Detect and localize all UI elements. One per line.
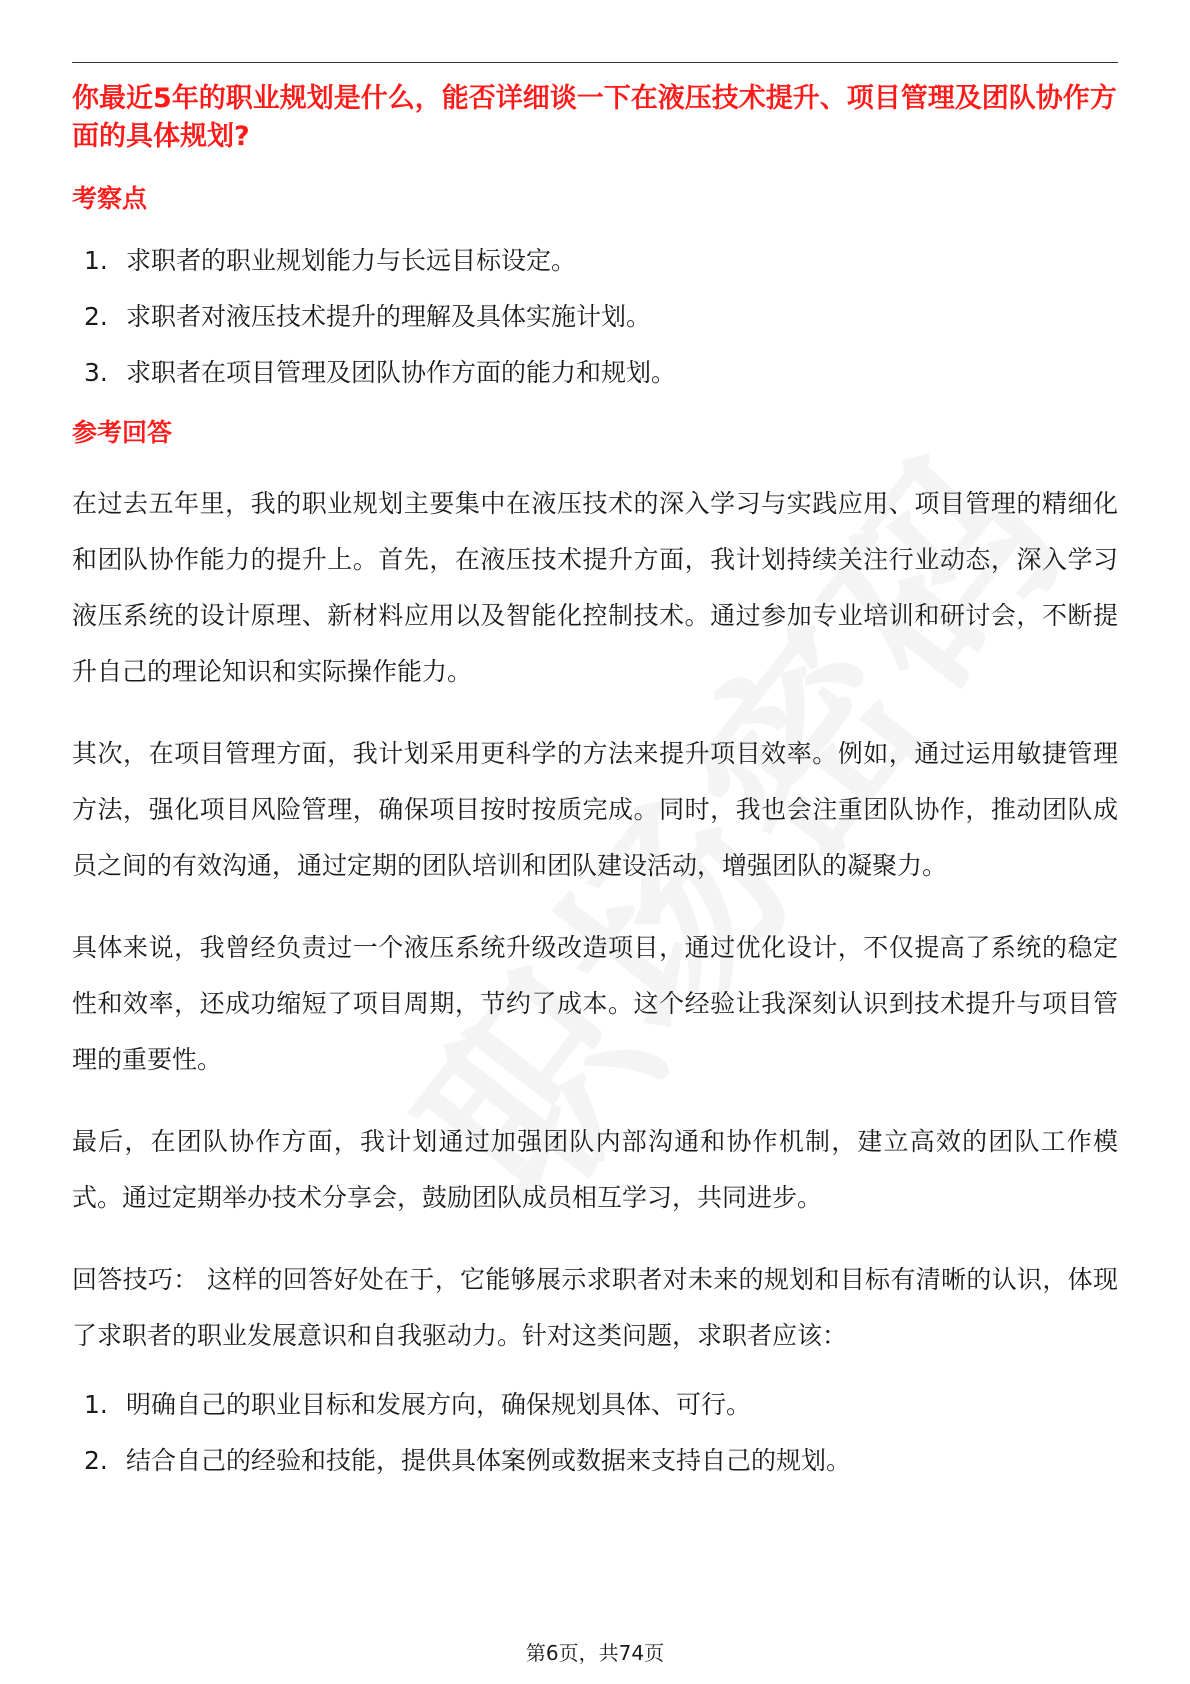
- list-item: [72, 356, 1118, 390]
- answer-paragraph: 具体来说，我曾经负责过一个液压系统升级改造项目，通过优化设计，不仅提高了系统的稳定性和效率，还成功缩短了项目周期，节约了成本。这个经验让我深刻认识到技术提升与项目管理的重要性。: [72, 933, 1118, 1074]
- top-divider: [72, 62, 1118, 63]
- list-text: 求职者的职业规划能力与长远目标设定。: [126, 246, 577, 275]
- list-item: [72, 1388, 1118, 1422]
- list-number: 1.: [84, 246, 108, 275]
- answer-tips-paragraph: 回答技巧： 这样的回答好处在于，它能够展示求职者对未来的规划和目标有清晰的认识，体现了求职者的职业发展意识和自我驱动力。针对这类问题，求职者应该：: [72, 1265, 1118, 1350]
- tips-list: [72, 1388, 1118, 1478]
- list-item: [72, 244, 1118, 278]
- focus-points-list: [72, 244, 1118, 390]
- list-number: 2.: [84, 302, 108, 331]
- question-heading: 你最近5年的职业规划是什么，能否详细谈一下在液压技术提升、项目管理及团队协作方面的具体规划?: [72, 83, 1117, 152]
- answer-paragraph: 最后，在团队协作方面，我计划通过加强团队内部沟通和协作机制，建立高效的团队工作模式。通过定期举办技术分享会，鼓励团队成员相互学习，共同进步。: [72, 1127, 1118, 1212]
- list-number: 1.: [84, 1390, 108, 1419]
- list-number: 3.: [84, 358, 108, 387]
- list-text: 求职者在项目管理及团队协作方面的能力和规划。: [126, 358, 677, 387]
- focus-points-title: 考察点: [72, 184, 148, 213]
- list-item: [72, 1444, 1118, 1478]
- reference-answer-title: 参考回答: [72, 418, 173, 447]
- list-text: 求职者对液压技术提升的理解及具体实施计划。: [126, 302, 652, 331]
- list-item: [72, 300, 1118, 334]
- answer-paragraph: 其次，在项目管理方面，我计划采用更科学的方法来提升项目效率。例如，通过运用敏捷管理方法，强化项目风险管理，确保项目按时按质完成。同时，我也会注重团队协作，推动团队成员之间的有效沟通，通过定期的团队培训和团队建设活动，增强团队的凝聚力。: [72, 739, 1118, 880]
- document-body: [72, 80, 1118, 1500]
- list-text: 明确自己的职业目标和发展方向，确保规划具体、可行。: [126, 1390, 752, 1419]
- list-number: 2.: [84, 1446, 108, 1475]
- page-footer: 第6页，共74页: [525, 1641, 665, 1665]
- answer-paragraph: 在过去五年里，我的职业规划主要集中在液压技术的深入学习与实践应用、项目管理的精细化和团队协作能力的提升上。首先，在液压技术提升方面，我计划持续关注行业动态，深入学习液压系统的设计原理、新材料应用以及智能化控制技术。通过参加专业培训和研讨会，不断提升自己的理论知识和实际操作能力。: [72, 489, 1118, 686]
- list-text: 结合自己的经验和技能，提供具体案例或数据来支持自己的规划。: [126, 1446, 852, 1475]
